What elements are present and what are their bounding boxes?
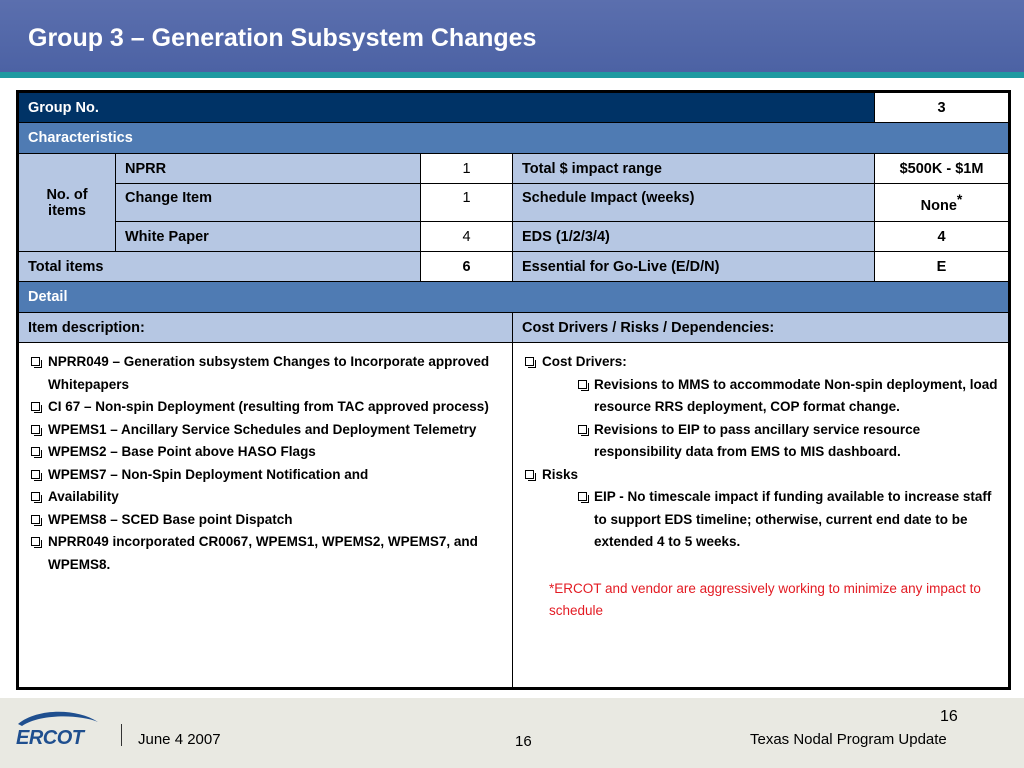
- checkbox-bullet-icon: [31, 447, 40, 456]
- title-accent-line: [0, 72, 1024, 78]
- list-item: [28, 486, 503, 509]
- checkbox-bullet-icon: [31, 537, 40, 546]
- list-item-text: CI 67 – Non-spin Deployment (resulting from TAC approved process): [48, 399, 489, 414]
- no-of-items-label: No. of items: [18, 154, 116, 252]
- item-type-cell: NPRR: [116, 154, 421, 184]
- ercot-logo-text: ERCOT: [16, 727, 84, 749]
- cost-drivers-list: [522, 351, 999, 374]
- item-type-cell: White Paper: [116, 222, 421, 252]
- checkbox-bullet-icon: [31, 515, 40, 524]
- list-item-text: Revisions to EIP to pass ancillary service resource responsibility data from EMS to MIS dashboard.: [594, 421, 921, 459]
- footer-separator: [121, 724, 122, 746]
- metric-value-text: None: [920, 197, 957, 214]
- list-item: [522, 464, 999, 487]
- checkbox-bullet-icon: [578, 492, 587, 501]
- checkbox-bullet-icon: [31, 470, 40, 479]
- essential-value: E: [875, 252, 1010, 282]
- total-items-label: Total items: [18, 252, 421, 282]
- footer: [0, 698, 1024, 768]
- list-item: [28, 509, 503, 532]
- list-item-text: WPEMS2 – Base Point above HASO Flags: [48, 444, 316, 459]
- item-count-cell: 4: [421, 222, 513, 252]
- footer-program-name: Texas Nodal Program Update: [750, 731, 947, 748]
- list-item-text: Availability: [48, 489, 119, 504]
- list-item-text: NPRR049 – Generation subsystem Changes to Incorporate approved Whitepapers: [48, 354, 490, 392]
- metric-label-cell: Schedule Impact (weeks): [513, 184, 875, 222]
- risks-heading: Risks: [542, 466, 579, 482]
- checkbox-bullet-icon: [578, 425, 587, 434]
- metric-value-cell: $500K - $1M: [875, 154, 1010, 184]
- risks-sublist: [522, 486, 999, 554]
- ercot-logo-icon: [12, 710, 102, 750]
- metric-label-cell: EDS (1/2/3/4): [513, 222, 875, 252]
- title-bar: [0, 0, 1024, 72]
- checkbox-bullet-icon: [31, 492, 40, 501]
- ercot-logo: [12, 710, 102, 750]
- item-count-cell: 1: [421, 154, 513, 184]
- item-description-header: Item description:: [18, 313, 513, 343]
- group-summary-table: [16, 90, 1011, 690]
- slide-title: Group 3 – Generation Subsystem Changes: [28, 24, 537, 52]
- list-item: [522, 374, 999, 419]
- metric-value-cell: [875, 184, 1010, 222]
- item-type-cell: Change Item: [116, 184, 421, 222]
- list-item: [522, 419, 999, 464]
- checkbox-bullet-icon: [525, 470, 534, 479]
- risks-list: [522, 464, 999, 487]
- metric-label-cell: Total $ impact range: [513, 154, 875, 184]
- list-item: [522, 351, 999, 374]
- list-item-text: WPEMS7 – Non-Spin Deployment Notification and: [48, 466, 369, 482]
- list-item: [28, 419, 503, 442]
- checkbox-bullet-icon: [31, 425, 40, 434]
- list-item-text: EIP - No timescale impact if funding available to increase staff to support EDS timeline; otherwise, current end date to be extended 4 to 5 weeks.: [594, 489, 992, 549]
- cost-drivers-cell: [513, 343, 1010, 689]
- list-item: [28, 531, 503, 576]
- checkbox-bullet-icon: [525, 357, 534, 366]
- item-count-cell: 1: [421, 184, 513, 222]
- list-item: [28, 396, 503, 419]
- group-no-label: Group No.: [18, 92, 875, 123]
- footer-page-number: 16: [515, 733, 532, 750]
- list-item-text: NPRR049 incorporated CR0067, WPEMS1, WPEMS2, WPEMS7, and WPEMS8.: [48, 534, 478, 572]
- item-description-cell: [18, 343, 513, 689]
- metric-value-asterisk: *: [956, 191, 963, 208]
- list-item: [28, 351, 503, 396]
- schedule-note: *ERCOT and vendor are aggressively working to minimize any impact to schedule: [549, 580, 981, 618]
- list-item: [28, 441, 503, 464]
- checkbox-bullet-icon: [31, 402, 40, 411]
- cost-drivers-header: Cost Drivers / Risks / Dependencies:: [513, 313, 1010, 343]
- footer-date: June 4 2007: [138, 731, 221, 748]
- list-item: [28, 464, 503, 487]
- characteristics-header: Characteristics: [18, 123, 1010, 154]
- group-no-value: 3: [875, 92, 1010, 123]
- checkbox-bullet-icon: [31, 357, 40, 366]
- list-item-text: Revisions to MMS to accommodate Non-spin deployment, load resource RRS deployment, COP format change.: [594, 376, 998, 414]
- checkbox-bullet-icon: [578, 380, 587, 389]
- cost-drivers-sublist: [522, 374, 999, 464]
- slide-number: 16: [940, 708, 958, 725]
- list-item-text: WPEMS1 – Ancillary Service Schedules and Deployment Telemetry: [48, 421, 477, 437]
- item-description-list: [28, 351, 503, 576]
- list-item-text: WPEMS8 – SCED Base point Dispatch: [48, 511, 293, 527]
- metric-value-cell: 4: [875, 222, 1010, 252]
- detail-header: Detail: [18, 282, 1010, 313]
- essential-label: Essential for Go-Live (E/D/N): [513, 252, 875, 282]
- total-items-value: 6: [421, 252, 513, 282]
- cost-drivers-heading: Cost Drivers:: [542, 354, 627, 369]
- list-item: [522, 486, 999, 554]
